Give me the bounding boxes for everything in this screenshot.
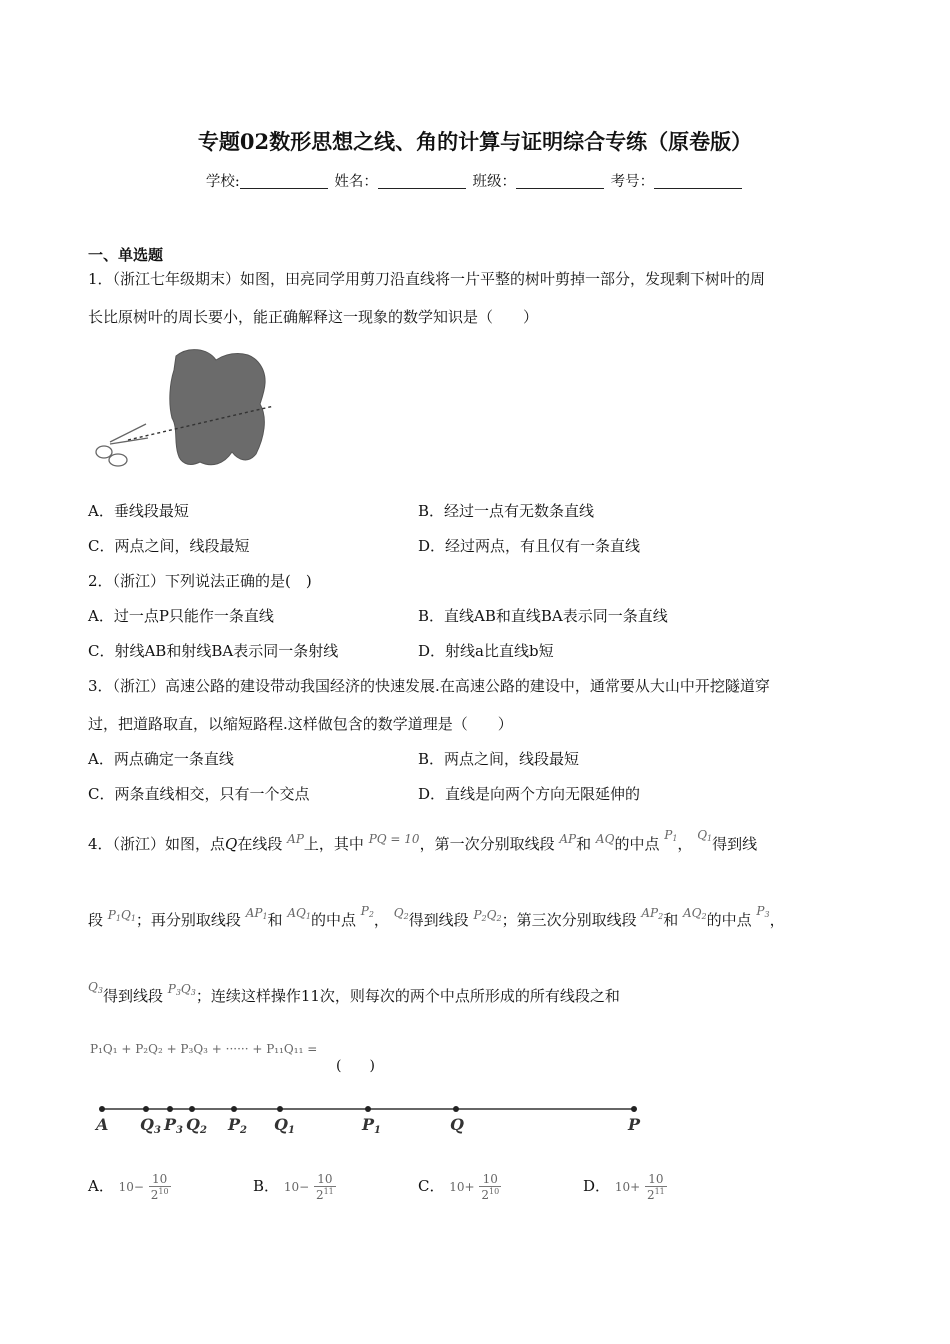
q2-option-c[interactable]: C．射线AB和射线BA表示同一条射线 [88, 642, 339, 660]
label-q: Q [450, 1115, 464, 1134]
point-a [99, 1106, 105, 1112]
class-blank[interactable] [516, 174, 604, 189]
q4-answer-paren: ( ) [336, 1058, 375, 1074]
name-blank[interactable] [378, 174, 466, 189]
name-label: 姓名： [334, 174, 378, 190]
page-title: 专题02数形思想之线、角的计算与证明综合专练（原卷版） [197, 129, 753, 154]
q2-option-b[interactable]: B．直线AB和直线BA表示同一条直线 [418, 607, 668, 625]
q4-text-line2: 段 $^{P_1Q_1}$；再分别取线段 $^{AP_1}$和 $^{AQ_1}$的中点 $^{P_2}$， $^{Q_2}$得到线段 $^{P_2Q_2}$；第三次分别取线段 $^{AP_2}$和 $^{AQ_2}$的中点 $^{P_3}$， [88, 904, 785, 929]
q2-text: 2．（浙江）下列说法正确的是( ) [88, 572, 312, 590]
q3-text-line1: 3．（浙江）高速公路的建设带动我国经济的快速发展.在高速公路的建设中，通常要从大山中开挖隧道穿 [88, 677, 770, 695]
leaf-shape [170, 350, 265, 465]
label-q1: Q1 [274, 1115, 295, 1136]
label-p1: P1 [362, 1115, 381, 1136]
q1-text-line2: 长比原树叶的周长要小，能正确解释这一现象的数学知识是（ ） [88, 308, 539, 326]
q4-option-a[interactable]: A． 10− $\frac{10}{2^{10}}$ [88, 1172, 169, 1202]
q3-option-b[interactable]: B．两点之间，线段最短 [418, 750, 580, 768]
label-p2: P2 [228, 1115, 247, 1136]
point-q2 [189, 1106, 195, 1112]
q1-option-b[interactable]: B．经过一点有无数条直线 [418, 502, 595, 520]
student-info-line [0, 170, 950, 191]
q4-text-line1: 4．（浙江）如图，点Q在线段 $^{AP}$上，其中 $^{PQ = 10}$，第一次分别取线段 $^{AP}$和 $^{AQ}$的中点 $^{P_1}$， $^{Q_1}$得到线 [88, 828, 758, 853]
q1-text-line1: 1．（浙江七年级期末）如图，田亮同学用剪刀沿直线将一片平整的树叶剪掉一部分，发现剩下树叶的周 [88, 270, 766, 288]
school-label: 学校: [205, 174, 240, 190]
point-p2 [231, 1106, 237, 1112]
label-q2: Q2 [186, 1115, 207, 1136]
point-p3 [167, 1106, 173, 1112]
point-q1 [277, 1106, 283, 1112]
section-heading: 一、单选题 [88, 246, 164, 264]
school-blank[interactable] [240, 174, 328, 189]
q1-option-c[interactable]: C．两点之间，线段最短 [88, 537, 250, 555]
point-p [631, 1106, 637, 1112]
point-q [453, 1106, 459, 1112]
label-p3: P3 [164, 1115, 183, 1136]
q4-option-d[interactable]: D． 10+ $\frac{10}{2^{11}}$ [583, 1172, 665, 1202]
leaf-scissors-figure [88, 342, 278, 480]
q1-option-a[interactable]: A．垂线段最短 [88, 502, 189, 520]
class-label: 班级： [472, 174, 516, 190]
point-q3 [143, 1106, 149, 1112]
q4-option-c[interactable]: C． 10+ $\frac{10}{2^{10}}$ [418, 1172, 500, 1202]
number-line-figure [88, 1098, 648, 1138]
label-p: P [628, 1115, 641, 1134]
q2-option-a[interactable]: A．过一点P只能作一条直线 [88, 607, 274, 625]
q3-text-line2: 过，把道路取直，以缩短路程.这样做包含的数学道理是（ ） [88, 715, 513, 733]
q1-option-d[interactable]: D．经过两点，有且仅有一条直线 [418, 537, 641, 555]
q3-option-a[interactable]: A．两点确定一条直线 [88, 750, 234, 768]
q4-text-line3: $^{Q_3}$得到线段 $^{P_3Q_3}$；连续这样操作11次，则每次的两个中点所形成的所有线段之和 [88, 980, 620, 1005]
point-p1 [365, 1106, 371, 1112]
q2-option-d[interactable]: D．射线a比直线b短 [418, 642, 554, 660]
label-q3: Q3 [140, 1115, 161, 1136]
q4-option-b[interactable]: B． 10− $\frac{10}{2^{11}}$ [253, 1172, 334, 1202]
scissors-icon [96, 424, 148, 466]
number-blank[interactable] [654, 174, 742, 189]
q3-option-c[interactable]: C．两条直线相交，只有一个交点 [88, 785, 310, 803]
q4-sum-expression: P₁Q₁ + P₂Q₂ + P₃Q₃ + ······ + P₁₁Q₁₁ = [90, 1042, 318, 1056]
number-label: 考号： [610, 174, 655, 190]
label-a: A [96, 1115, 109, 1134]
q3-option-d[interactable]: D．直线是向两个方向无限延伸的 [418, 785, 641, 803]
